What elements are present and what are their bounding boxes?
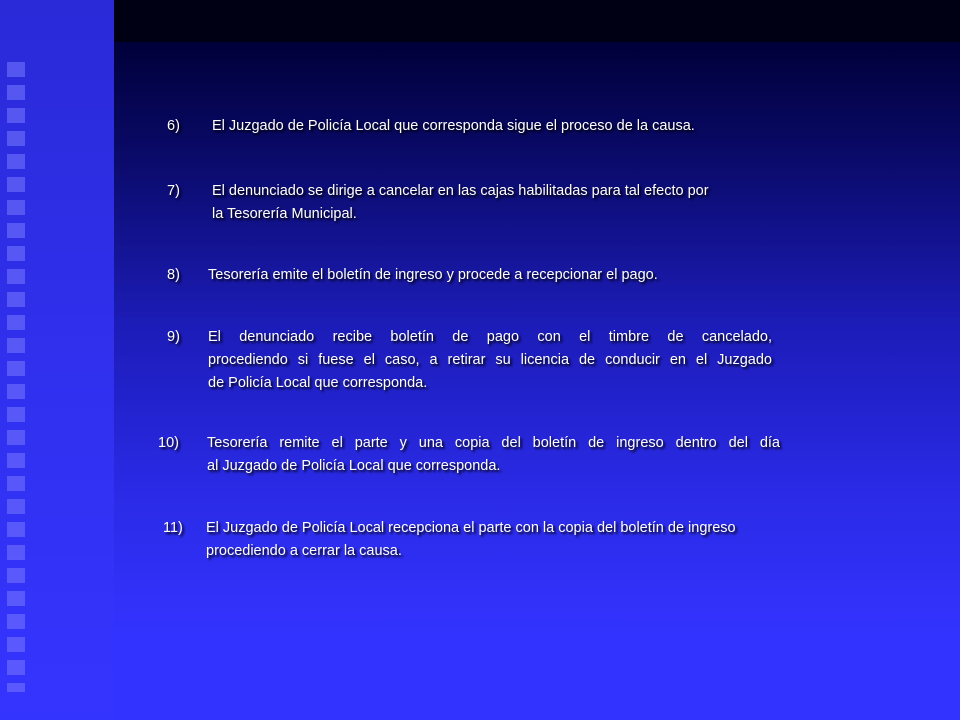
item-text-line: Tesorería remite el parte y una copia del boletín de ingreso dentro del día xyxy=(207,435,780,451)
slide-top-bar xyxy=(114,0,960,42)
item-text-line: al Juzgado de Policía Local que corresponda. xyxy=(207,458,501,474)
list-item-7 xyxy=(167,180,787,228)
item-number: 11) xyxy=(163,520,183,536)
list-item-10 xyxy=(158,432,788,480)
item-number: 6) xyxy=(167,118,180,134)
list-item-9 xyxy=(167,326,787,396)
list-item-8 xyxy=(167,264,787,288)
item-text-line: procediendo si fuese el caso, a retirar su licencia de conducir en el Juzgado xyxy=(208,352,772,368)
item-number: 8) xyxy=(167,267,180,283)
list-item-6 xyxy=(167,115,787,139)
item-text-line: la Tesorería Municipal. xyxy=(212,206,357,222)
item-text-line: El Juzgado de Policía Local recepciona el parte con la copia del boletín de ingreso xyxy=(206,520,736,536)
item-text-line: procediendo a cerrar la causa. xyxy=(206,543,402,559)
item-text-line: El denunciado recibe boletín de pago con el timbre de cancelado, xyxy=(208,329,772,345)
item-number: 7) xyxy=(167,183,180,199)
item-text-line: El Juzgado de Policía Local que corresponda sigue el proceso de la causa. xyxy=(212,118,695,134)
list-item-11 xyxy=(163,517,793,565)
item-number: 10) xyxy=(158,435,179,451)
left-decorative-band xyxy=(0,0,114,720)
item-text-line: El denunciado se dirige a cancelar en las cajas habilitadas para tal efecto por xyxy=(212,183,709,199)
item-text-line: de Policía Local que corresponda. xyxy=(208,375,428,391)
decorative-squares xyxy=(7,62,25,692)
item-text-line: Tesorería emite el boletín de ingreso y procede a recepcionar el pago. xyxy=(208,267,658,283)
item-number: 9) xyxy=(167,329,180,345)
